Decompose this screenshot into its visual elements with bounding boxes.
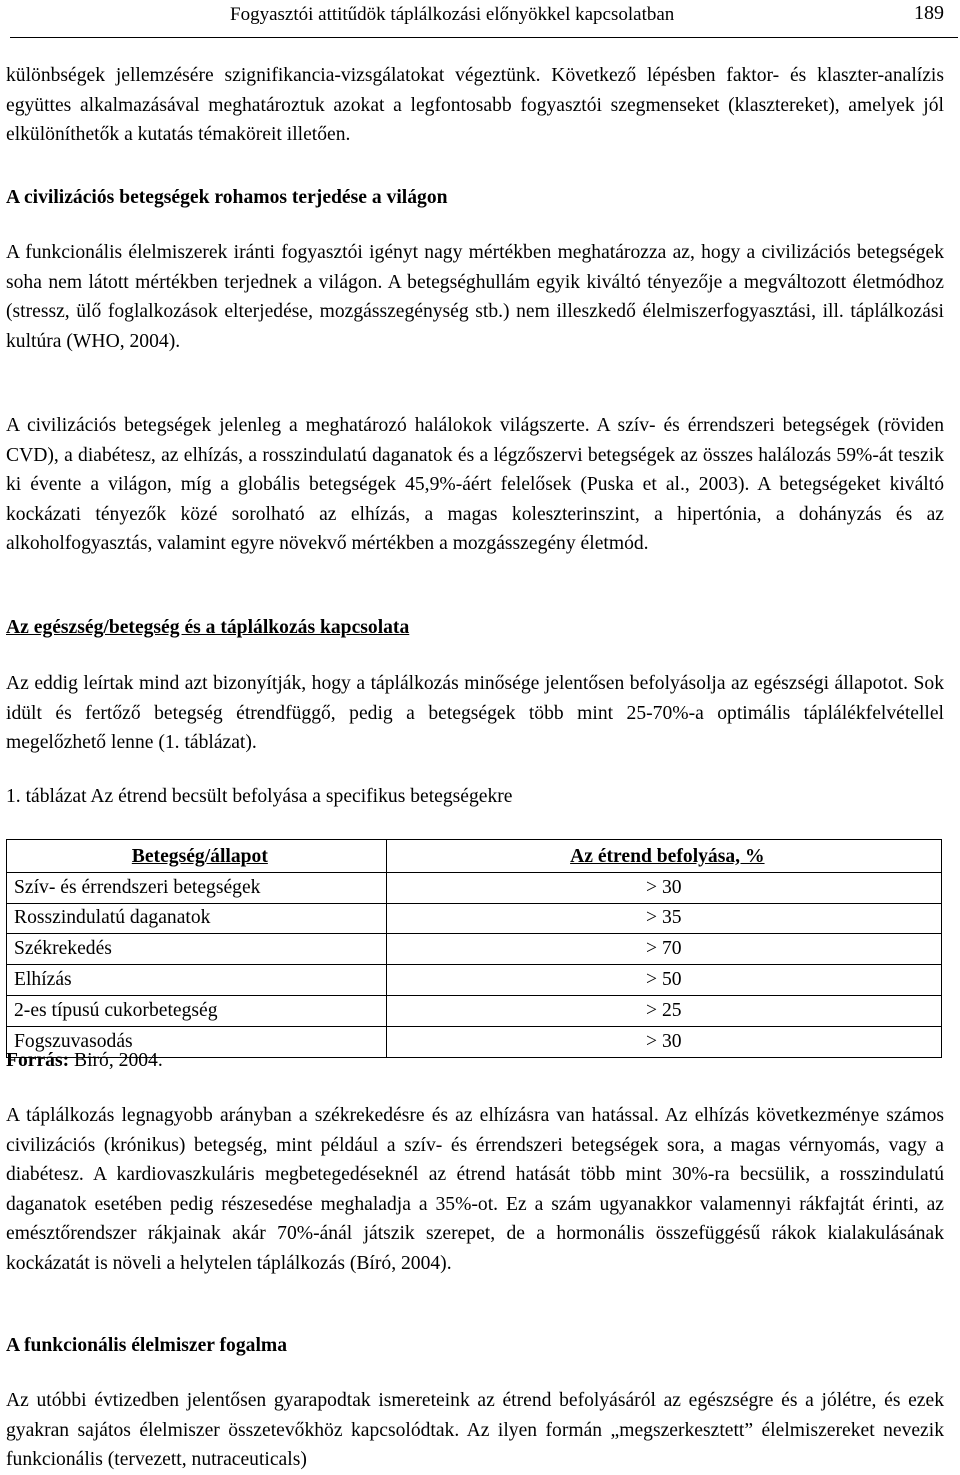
table-cell-condition: Fogszuvasodás	[7, 1026, 387, 1057]
section-heading-civilization-diseases: A civilizációs betegségek rohamos terjedése a világon	[6, 187, 448, 208]
running-header	[230, 2, 944, 26]
table-cell-condition: Székrekedés	[7, 934, 387, 965]
section1-paragraph-2: A civilizációs betegségek jelenleg a meghatározó halálokok világszerte. A szív- és érrendszeri betegségek (röviden CVD), a diabétesz, az elhízás, a rosszindulatú daganatok és a légzőszervi betegségek az összes halálozás 59%-át teszik ki évente a világon, míg a globális betegségek 45,9%-áért felelősek (Puska et al., 2003). A betegségeket kiváltó kockázati tényezők közé sorolható az elhízás, a magas koleszterinszint, a hipertónia, a dohányzás és az alkoholfogyasztás, valamint egyre növekvő mértékben a mozgásszegény életmód.	[6, 415, 944, 554]
table-row	[7, 934, 942, 965]
table-cell-condition: Elhízás	[7, 965, 387, 996]
running-header-title: Fogyasztói attitűdök táplálkozási előnyökkel kapcsolatban	[230, 4, 675, 25]
table-cell-influence: > 30	[386, 1026, 941, 1057]
table-cell-influence: > 50	[386, 965, 941, 996]
table-row	[7, 872, 942, 903]
source-value: Biró, 2004.	[74, 1050, 163, 1071]
intro-paragraph: különbségek jellemzésére szignifikancia-vizsgálatokat végeztünk. Következő lépésben faktor- és klaszter-analízis együttes alkalmazásával meghatároztuk azokat a legfontosabb fogyasztói szegmenseket (klasztereket), amelyek jól elkülöníthetők a kutatás témaköreit illetően.	[6, 65, 944, 145]
table-cell-condition: Rosszindulatú daganatok	[7, 903, 387, 934]
section2-paragraph-2: A táplálkozás legnagyobb arányban a székrekedésre és az elhízásra van hatással. Az elhízás következménye számos civilizációs (krónikus) betegség, mint például a szív- és érrendszeri betegségek sora, a magas vérnyomás, vagy a diabétesz. A kardiovaszkuláris megbetegedéseknél az étrend hatását több mint 30%-ra becsülik, a rosszindulatú daganatok esetében pedig részesedése meghaladja a 35%-ot. Ez a szám ugyanakkor valamennyi rákfajtát érinti, az emésztőrendszer rákjainak akár 70%-ánál játszik szerepet, de a hormonális összefüggésű rákok kialakulásának kockázatát is növeli a helytelen táplálkozás (Bíró, 2004).	[6, 1105, 944, 1274]
section1-paragraph-1: A funkcionális élelmiszerek iránti fogyasztói igényt nagy mértékben meghatározza az, hogy a civilizációs betegségek soha nem látott mértékben terjednek a világon. A betegséghullám egyik kiváltó tényezője a megváltozott életmódhoz (stressz, ülő foglalkozások elterjedése, mozgásszegénység stb.) nem illeszkedő élelmiszerfogyasztási, ill. táplálkozási kultúra (WHO, 2004).	[6, 242, 944, 352]
table-header-condition: Betegség/állapot	[7, 840, 387, 873]
page-number: 189	[914, 2, 944, 24]
table-caption: 1. táblázat Az étrend becsült befolyása a specifikus betegségekre	[6, 786, 513, 807]
table-row	[7, 965, 942, 996]
table-cell-condition: 2-es típusú cukorbetegség	[7, 995, 387, 1026]
table-header-row	[7, 840, 942, 873]
table-header-influence: Az étrend befolyása, %	[386, 840, 941, 873]
table-row	[7, 995, 942, 1026]
header-rule	[10, 37, 958, 38]
table-cell-influence: > 30	[386, 872, 941, 903]
section-heading-functional-food: A funkcionális élelmiszer fogalma	[6, 1335, 288, 1356]
section-heading-health-nutrition: Az egészség/betegség és a táplálkozás kapcsolata	[6, 617, 410, 638]
table-cell-condition: Szív- és érrendszeri betegségek	[7, 872, 387, 903]
table-source	[6, 1049, 163, 1073]
source-label: Forrás:	[6, 1050, 70, 1071]
diet-influence-table	[6, 839, 942, 1058]
section2-paragraph-1: Az eddig leírtak mind azt bizonyítják, hogy a táplálkozás minősége jelentősen befolyásolja az egészségi állapotot. Sok idült és fertőző betegség étrendfüggő, pedig a betegségek több mint 25-70%-a optimális táplálékfelvétellel megelőzhető lenne (1. táblázat).	[6, 673, 944, 753]
table-cell-influence: > 70	[386, 934, 941, 965]
table-cell-influence: > 25	[386, 995, 941, 1026]
section3-paragraph-1: Az utóbbi évtizedben jelentősen gyarapodtak ismereteink az étrend befolyásáról az egészségre és a jólétre, és ezek gyakran sajátos élelmiszer összetevőkhöz kapcsolódtak. Az ilyen formán „megszerkesztett” élelmiszereket nevezik funkcionális (tervezett, nutraceuticals)	[6, 1390, 944, 1470]
table-row	[7, 903, 942, 934]
table-cell-influence: > 35	[386, 903, 941, 934]
